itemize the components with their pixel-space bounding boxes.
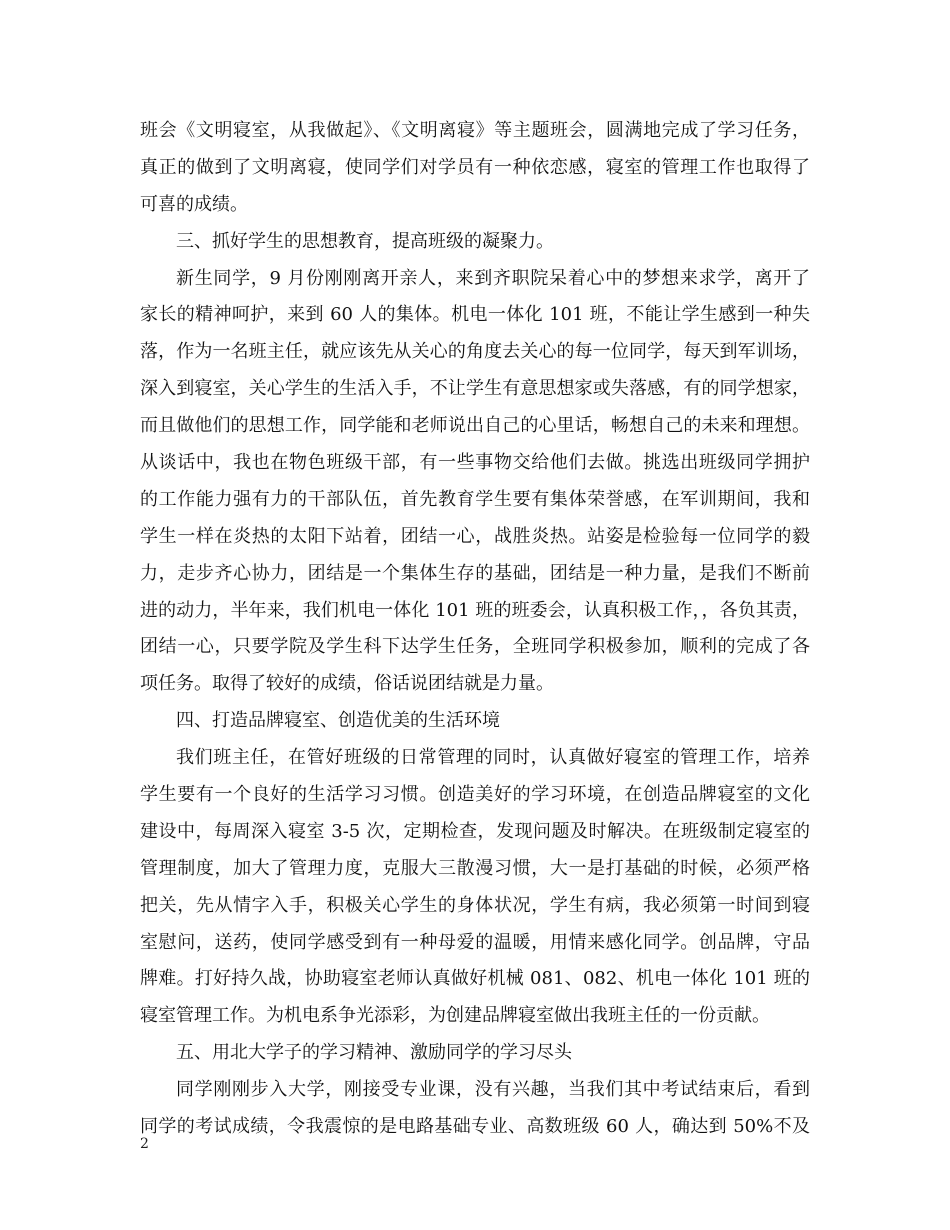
text-line: 四、打造品牌寝室、创造优美的生活环境 <box>176 710 500 732</box>
text-line: 室慰问，送药，使同学感受到有一种母爱的温暖，用情来感化同学。创品牌，守品 <box>140 931 810 953</box>
text-line: 牌难。打好持久战，协助寝室老师认真做好机械 081、082、机电一体化 101 班的 <box>140 968 810 990</box>
text-line: 三、抓好学生的思想教育，提高班级的凝聚力。 <box>176 230 554 252</box>
text-line: 学生要有一个良好的生活学习习惯。创造美好的学习环境，在创造品牌寝室的文化 <box>140 784 810 806</box>
text-line: 项任务。取得了较好的成绩，俗话说团结就是力量。 <box>140 673 554 695</box>
text-line: 管理制度，加大了管理力度，克服大三散漫习惯，大一是打基础的时候，必须严格 <box>140 857 810 879</box>
body-text <box>140 113 810 1146</box>
text-line: 的工作能力强有力的干部队伍，首先教育学生要有集体荣誉感，在军训期间，我和 <box>140 488 810 510</box>
text-line: 五、用北大学子的学习精神、激励同学的学习尽头 <box>176 1042 572 1064</box>
text-line: 同学的考试成绩，令我震惊的是电路基础专业、高数班级 60 人，确达到 50%不及 <box>140 1116 810 1138</box>
text-line: 进的动力，半年来，我们机电一体化 101 班的班委会，认真积极工作，，各负其责， <box>140 599 810 621</box>
page-number: 2 <box>140 1136 149 1152</box>
text-line: 同学刚刚步入大学，刚接受专业课，没有兴趣，当我们其中考试结束后，看到 <box>176 1079 810 1101</box>
text-line: 可喜的成绩。 <box>140 193 248 215</box>
text-line: 把关，先从情字入手，积极关心学生的身体状况，学生有病，我必须第一时间到寝 <box>140 894 810 916</box>
text-line: 落，作为一名班主任，就应该先从关心的角度去关心的每一位同学，每天到军训场， <box>140 341 810 363</box>
text-line: 新生同学，9 月份刚刚离开亲人，来到齐职院呆着心中的梦想来求学，离开了 <box>176 267 810 289</box>
text-line: 团结一心，只要学院及学生科下达学生任务，全班同学积极参加，顺利的完成了各 <box>140 636 810 658</box>
text-line: 建设中，每周深入寝室 3-5 次，定期检查，发现问题及时解决。在班级制定寝室的 <box>140 820 810 842</box>
text-line: 而且做他们的思想工作，同学能和老师说出自己的心里话，畅想自己的未来和理想。 <box>140 415 810 437</box>
text-line: 力，走步齐心协力，团结是一个集体生存的基础，团结是一种力量，是我们不断前 <box>140 562 810 584</box>
text-line: 真正的做到了文明离寝，使同学们对学员有一种依恋感，寝室的管理工作也取得了 <box>140 156 810 178</box>
text-line: 班会《文明寝室，从我做起》、《文明离寝》等主题班会，圆满地完成了学习任务， <box>140 120 810 141</box>
text-line: 从谈话中，我也在物色班级干部，有一些事物交给他们去做。挑选出班级同学拥护 <box>140 452 810 474</box>
text-line: 学生一样在炎热的太阳下站着，团结一心，战胜炎热。站姿是检验每一位同学的毅 <box>140 525 810 547</box>
text-line: 我们班主任，在管好班级的日常管理的同时，认真做好寝室的管理工作，培养 <box>176 747 810 769</box>
text-line: 家长的精神呵护，来到 60 人的集体。机电一体化 101 班，不能让学生感到一种失 <box>140 304 810 326</box>
text-line: 深入到寝室，关心学生的生活入手，不让学生有意思想家或失落感，有的同学想家， <box>140 378 810 400</box>
text-line: 寝室管理工作。为机电系争光添彩，为创建品牌寝室做出我班主任的一份贡献。 <box>140 1005 770 1027</box>
